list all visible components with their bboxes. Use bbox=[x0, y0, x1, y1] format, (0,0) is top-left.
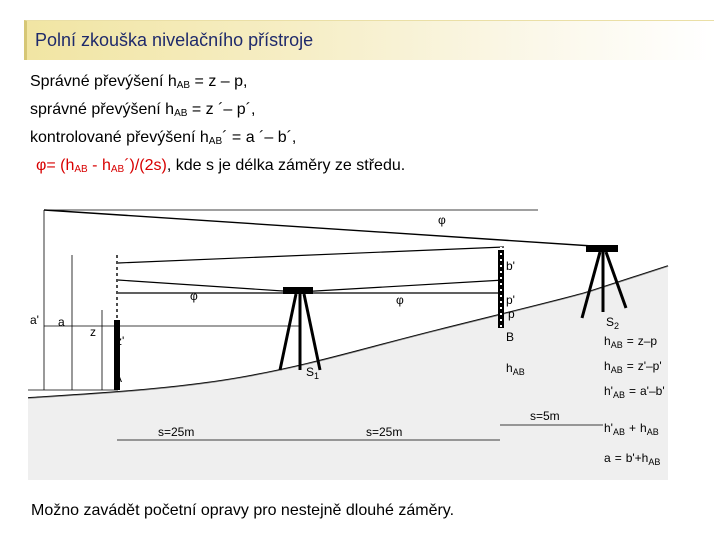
text-block bbox=[30, 70, 405, 182]
label-p: p bbox=[508, 307, 515, 321]
label-b-prime: b' bbox=[506, 259, 515, 273]
formula-red bbox=[36, 157, 167, 174]
label-s5: s=5m bbox=[530, 409, 560, 423]
label-phi-right: φ bbox=[396, 293, 404, 307]
footer-note: Možno zavádět početní opravy pro nestejně dlouhé záměry. bbox=[31, 502, 455, 519]
formula-sub-2: AB bbox=[110, 164, 125, 175]
text-line-1 bbox=[30, 70, 405, 98]
line3-sub: AB bbox=[208, 136, 223, 147]
text-line-2 bbox=[30, 98, 405, 126]
label-hAB: $h_{AB}$ bbox=[506, 361, 525, 377]
text-line-3 bbox=[30, 126, 405, 154]
formula-sub-1: AB bbox=[74, 164, 88, 175]
title-bar bbox=[24, 20, 714, 60]
label-s25-right: s=25m bbox=[366, 425, 403, 439]
label-S2: $S_2$ bbox=[606, 315, 620, 331]
label-a-prime: a' bbox=[30, 313, 39, 327]
terrain-hatching bbox=[28, 266, 668, 480]
label-A: A bbox=[114, 371, 123, 385]
line3-text: kontrolované převýšení h bbox=[30, 129, 209, 146]
line1-rest: = z – p, bbox=[190, 73, 248, 90]
line4-rest: , kde s je délka záměry ze středu. bbox=[166, 157, 406, 174]
label-phi-top: φ bbox=[438, 213, 446, 227]
line1-text: Správné převýšení h bbox=[30, 73, 177, 90]
label-S1: $S_1$ bbox=[306, 365, 320, 381]
formula-part-a: φ= (h bbox=[36, 157, 75, 174]
line1-sub: AB bbox=[176, 80, 191, 91]
label-phi-left: φ bbox=[190, 289, 198, 303]
formula-part-c: ´)/(2s) bbox=[124, 157, 167, 174]
line3-rest: ´ = a ´– b´, bbox=[222, 129, 297, 146]
text-line-4 bbox=[30, 154, 405, 182]
label-s25-left: s=25m bbox=[158, 425, 195, 439]
line2-sub: AB bbox=[174, 108, 188, 119]
slide-title: Polní zkouška nivelačního přístroje bbox=[35, 30, 314, 50]
equation-row: $h_{AB} = z'-p'$ bbox=[604, 359, 662, 375]
label-z-prime: z' bbox=[116, 334, 125, 348]
instrument-S1 bbox=[280, 287, 320, 370]
equation-row: $h'_{AB} + h_{AB}$ bbox=[604, 421, 659, 437]
label-p-prime: p' bbox=[506, 293, 515, 307]
line2-rest: = z ´– p´, bbox=[187, 101, 256, 118]
line2-text: správné převýšení h bbox=[30, 101, 175, 118]
label-B: B bbox=[506, 330, 515, 344]
formula-part-b: - h bbox=[87, 157, 111, 174]
sight-line-tilt-right bbox=[298, 280, 504, 292]
equation-row: $h_{AB} = z-p$ bbox=[604, 334, 658, 350]
sight-line-tilt-left bbox=[118, 280, 298, 292]
leveling-diagram bbox=[28, 180, 693, 480]
label-a: a bbox=[58, 315, 65, 329]
sight-line-upper bbox=[44, 210, 608, 247]
sight-line-far bbox=[118, 247, 504, 263]
equation-row: $h'_{AB} = a'-b'$ bbox=[604, 384, 665, 400]
label-z: z bbox=[90, 325, 96, 339]
equation-row: $a = b'+h_{AB}$ bbox=[604, 451, 661, 467]
